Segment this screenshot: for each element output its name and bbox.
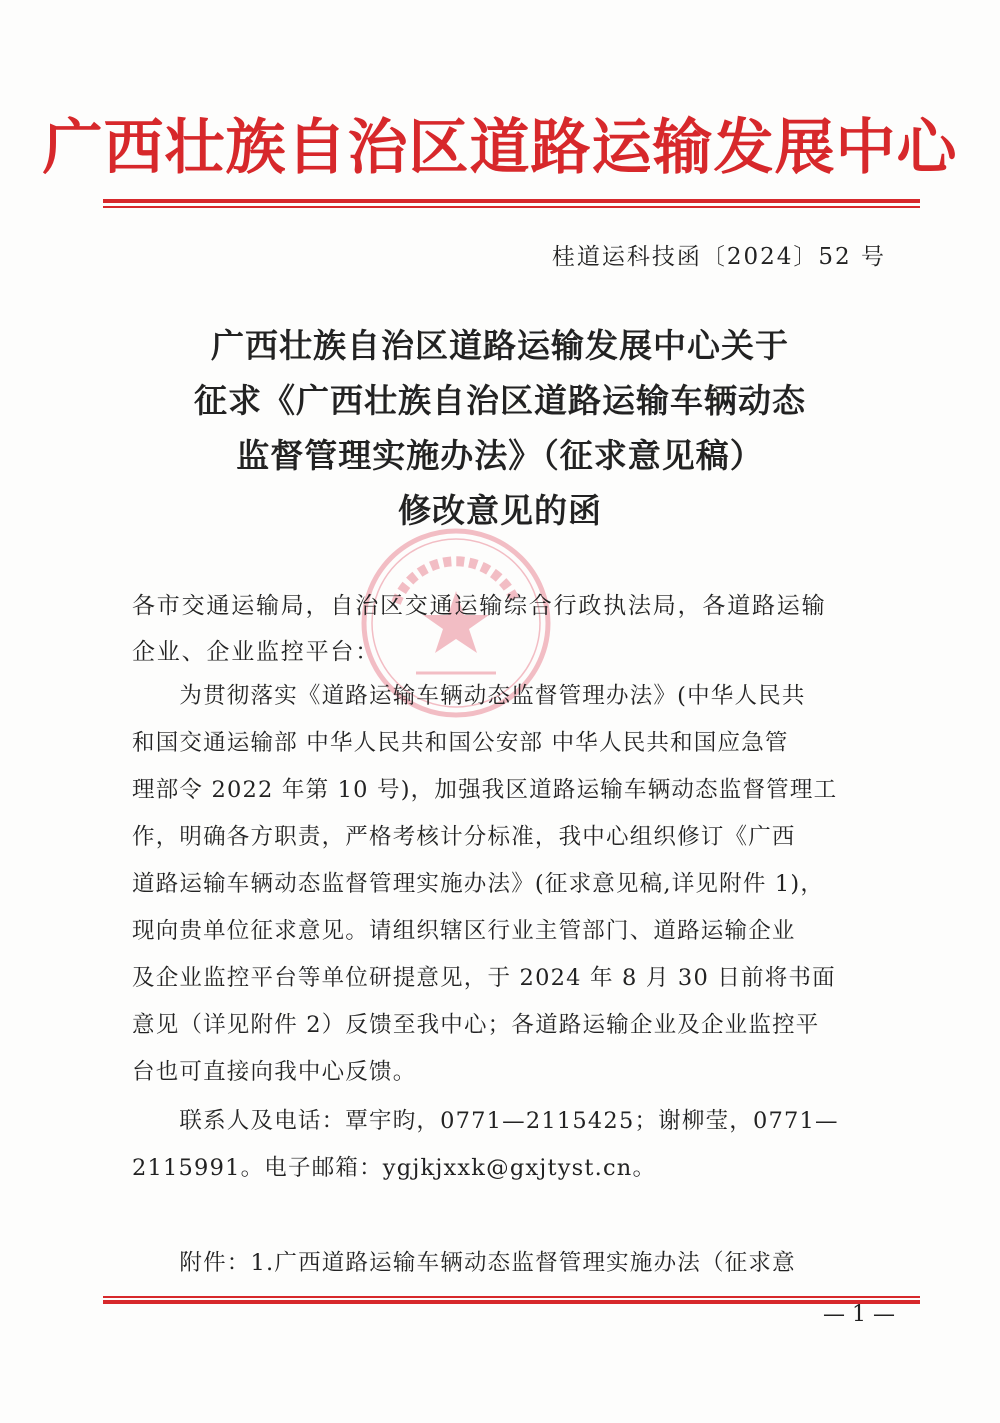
org-header-title: 广西壮族自治区道路运输发展中心 [42, 113, 958, 183]
document-number: 桂道运科技函〔2024〕52 号 [551, 244, 886, 270]
body-paragraph-line: 台也可直接向我中心反馈。 [132, 1059, 417, 1085]
footer-red-rule [103, 1296, 920, 1306]
page-number: — 1 — [823, 1302, 895, 1327]
body-paragraph-line: 意见（详见附件 2）反馈至我中心；各道路运输企业及企业监控平 [132, 1012, 820, 1038]
title-line: 修改意见的函 [398, 491, 602, 530]
title-line: 广西壮族自治区道路运输发展中心关于 [211, 326, 789, 365]
body-paragraph-line: 理部令 2022 年第 10 号)，加强我区道路运输车辆动态监督管理工 [132, 777, 838, 803]
body-paragraph-line: 作，明确各方职责，严格考核计分标准，我中心组织修订《广西 [132, 824, 796, 850]
document-title [0, 318, 1000, 538]
recipients-line: 各市交通运输局，自治区交通运输综合行政执法局，各道路运输 [132, 593, 827, 619]
recipients [132, 583, 900, 675]
recipients-line: 企业、企业监控平台： [132, 639, 380, 665]
body-paragraph-line: 现向贵单位征求意见。请组织辖区行业主管部门、道路运输企业 [132, 918, 796, 944]
title-line: 征求《广西壮族自治区道路运输车辆动态 [194, 381, 806, 420]
body-paragraph-line: 道路运输车辆动态监督管理实施办法》(征求意见稿,详见附件 1)， [132, 871, 825, 897]
contact-line: 2115991。电子邮箱：ygjkjxxk@gxjtyst.cn。 [132, 1155, 657, 1181]
contact-line: 联系人及电话：覃宇昀，0771—2115425；谢柳莹，0771— [132, 1108, 839, 1134]
body-paragraph-line: 和国交通运输部 中华人民共和国公安部 中华人民共和国应急管 [132, 730, 789, 756]
body-paragraph-line: 及企业监控平台等单位研提意见，于 2024 年 8 月 30 日前将书面 [132, 965, 836, 991]
attachment-line: 附件：1.广西道路运输车辆动态监督管理实施办法（征求意 [132, 1250, 796, 1276]
header-red-rule [103, 199, 920, 209]
title-line: 监督管理实施办法》（征求意见稿） [236, 436, 764, 475]
body-paragraph-line: 为贯彻落实《道路运输车辆动态监督管理办法》(中华人民共 [132, 683, 806, 709]
